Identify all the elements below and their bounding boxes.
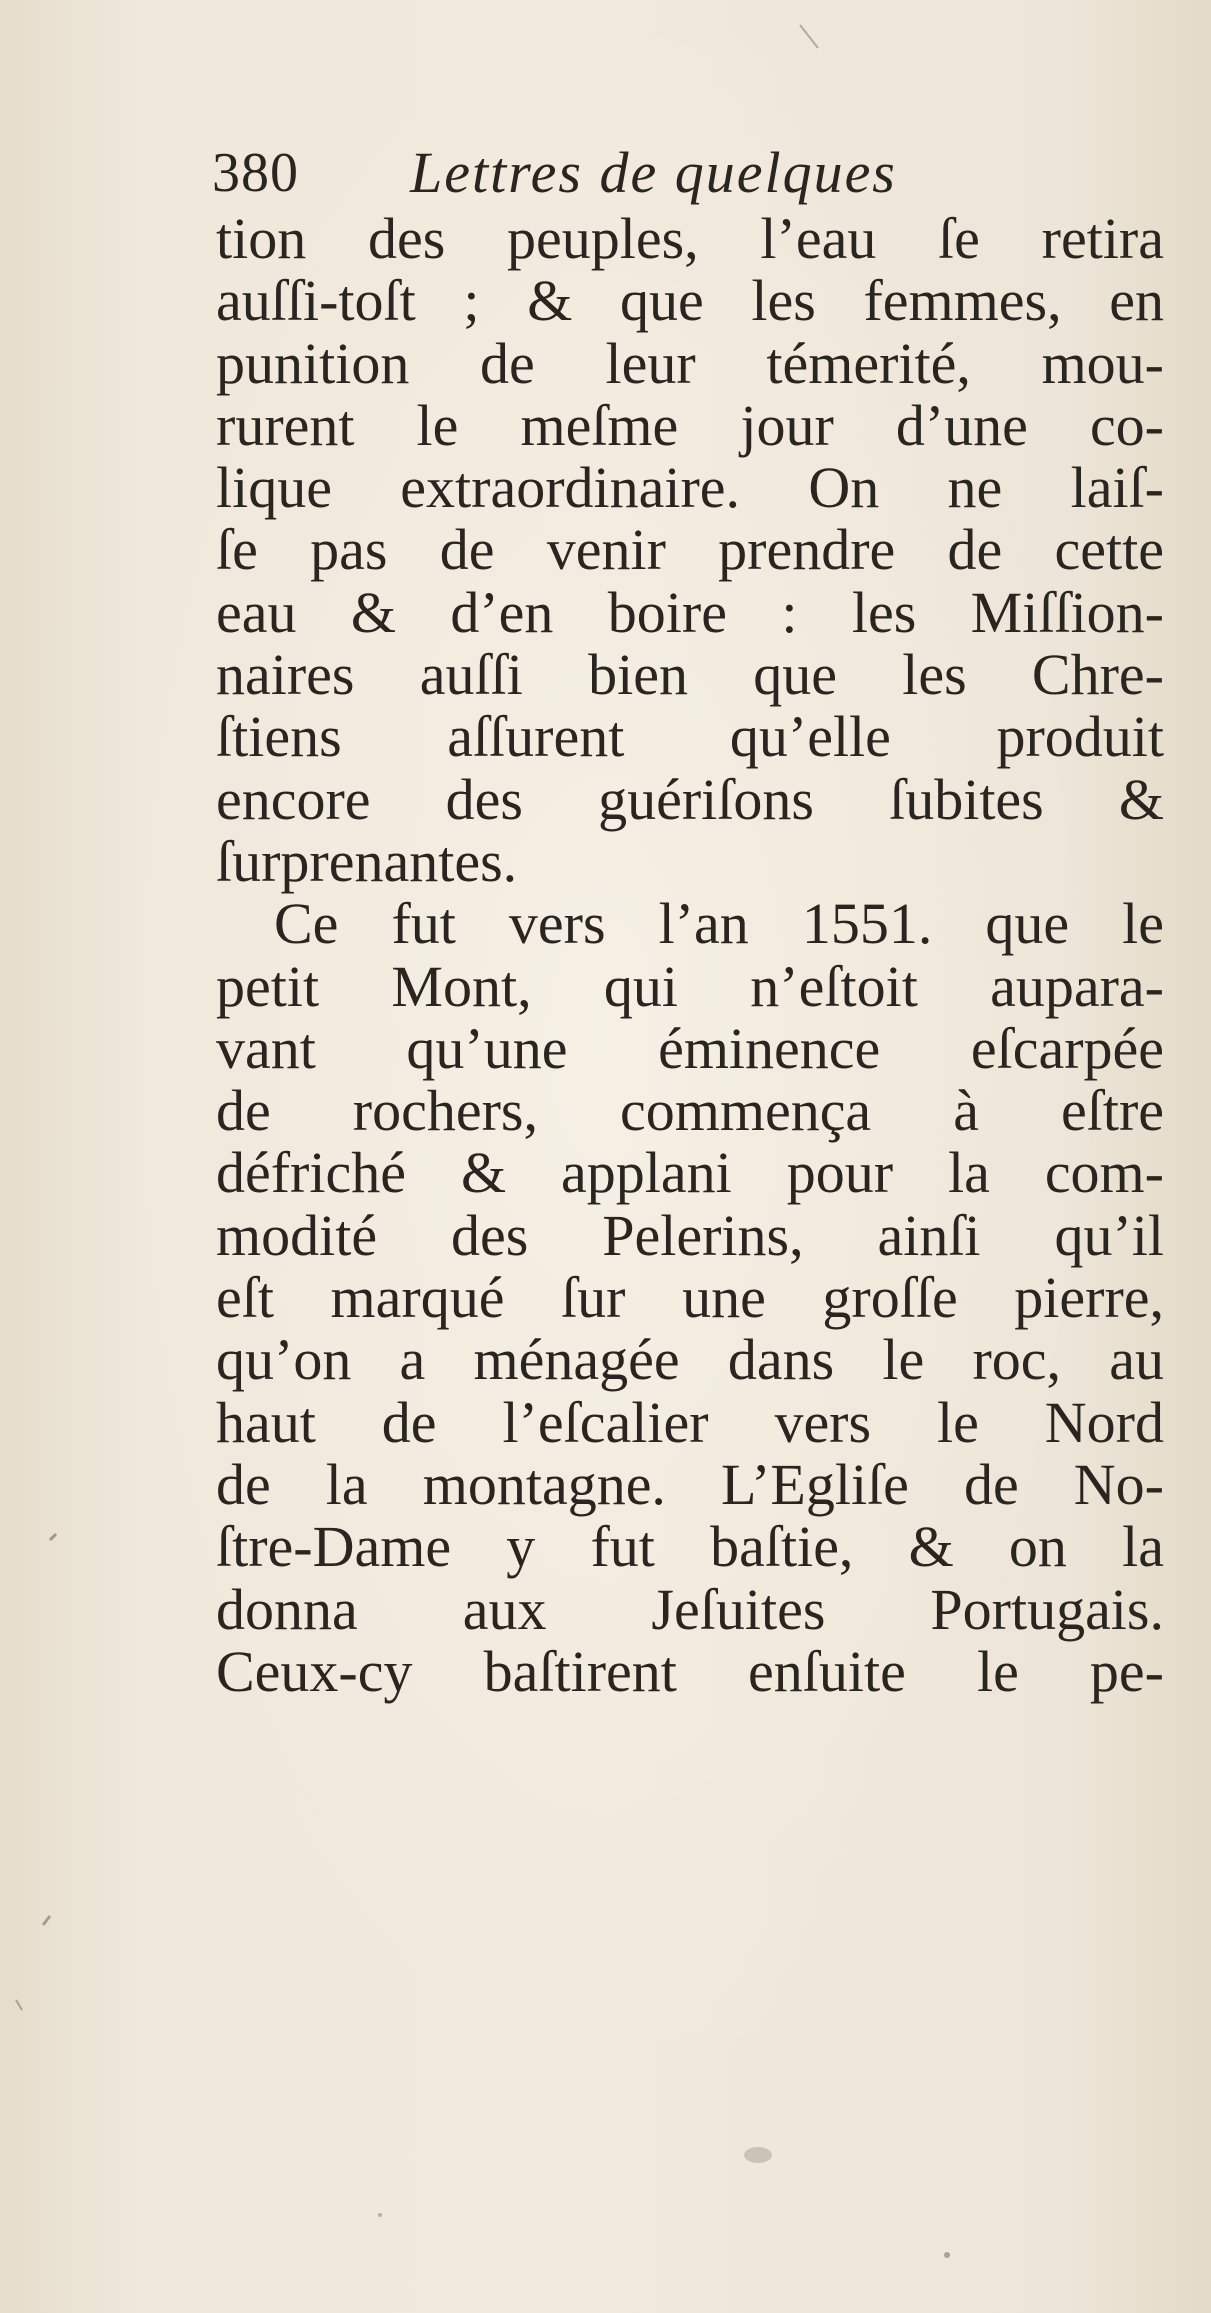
- text-line: Ceux-cy baſtirent enſuite le pe-: [216, 1638, 1164, 1704]
- page-number: 380: [212, 142, 299, 204]
- text-line: auſſi-toſt ; & que les femmes, en: [216, 268, 1164, 334]
- text-line: rurent le meſme jour d’une co-: [216, 392, 1164, 458]
- text-line: ſtre-Dame y fut baſtie, & on la: [216, 1514, 1164, 1580]
- paragraph-first-line: Ce fut vers l’an 1551. que le: [274, 891, 1164, 957]
- text-line: ſurprenantes.: [216, 828, 518, 894]
- running-title: Lettres de quelques: [410, 140, 897, 205]
- text-line: haut de l’eſcalier vers le Nord: [216, 1389, 1164, 1455]
- text-line: vant qu’une éminence eſcarpée: [216, 1015, 1164, 1081]
- text-line: ſtiens aſſurent qu’elle produit: [216, 704, 1164, 770]
- text-line: ſe pas de venir prendre de cette: [216, 517, 1164, 583]
- text-line: punition de leur témerité, mou-: [216, 330, 1164, 396]
- text-line: eſt marqué ſur une groſſe pierre,: [216, 1265, 1164, 1331]
- text-line: lique extraordinaire. On ne laiſ-: [216, 455, 1164, 521]
- body-text: [216, 208, 1164, 1703]
- page-header: [212, 138, 1112, 208]
- text-line: de la montagne. L’Egliſe de No-: [216, 1451, 1164, 1517]
- text-line: défriché & applani pour la com-: [216, 1140, 1164, 1206]
- text-line: naires auſſi bien que les Chre-: [216, 642, 1164, 708]
- text-line: de rochers, commença à eſtre: [216, 1078, 1164, 1144]
- text-line: qu’on a ménagée dans le roc, au: [216, 1327, 1164, 1393]
- text-line: modité des Pelerins, ainſi qu’il: [216, 1202, 1164, 1268]
- text-line: petit Mont, qui n’eſtoit aupara-: [216, 953, 1164, 1019]
- text-line: donna aux Jeſuites Portugais.: [216, 1576, 1164, 1642]
- text-line: eau & d’en boire : les Miſſion-: [216, 579, 1164, 645]
- text-line: encore des guériſons ſubites &: [216, 766, 1164, 832]
- text-line: tion des peuples, l’eau ſe retira: [216, 206, 1164, 271]
